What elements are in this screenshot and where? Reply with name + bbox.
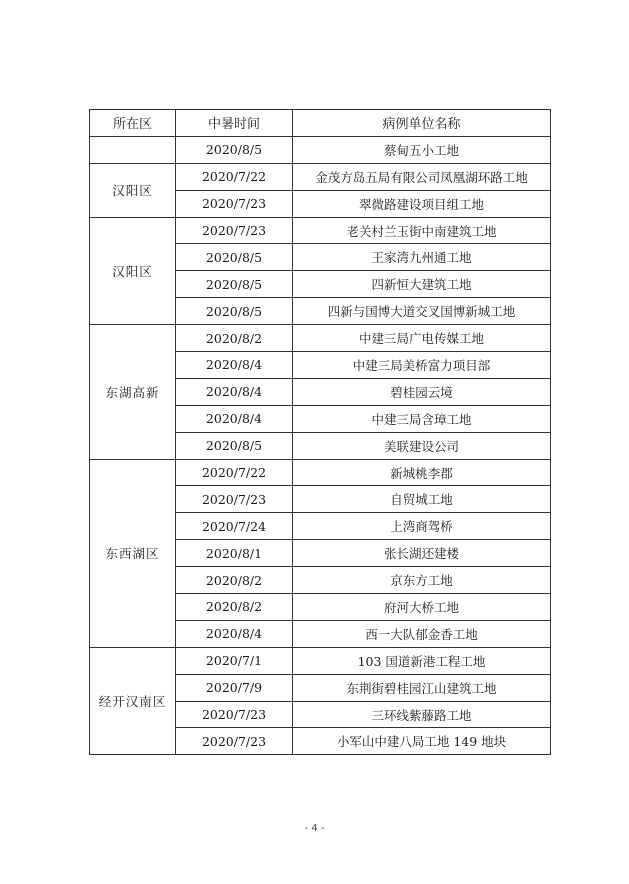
unit-cell: 蔡甸五小工地 — [293, 136, 551, 163]
unit-cell: 新城桃李郡 — [293, 459, 551, 486]
date-cell: 2020/7/22 — [176, 459, 293, 486]
date-cell: 2020/8/2 — [176, 594, 293, 621]
date-cell: 2020/7/23 — [176, 217, 293, 244]
table-row — [90, 459, 551, 486]
header-district: 所在区 — [90, 110, 176, 137]
date-cell: 2020/8/5 — [176, 298, 293, 325]
date-cell: 2020/8/4 — [176, 405, 293, 432]
unit-cell: 西一大队郁金香工地 — [293, 620, 551, 647]
unit-cell: 张长湖还建楼 — [293, 540, 551, 567]
district-cell — [90, 136, 176, 163]
unit-cell: 自贸城工地 — [293, 486, 551, 513]
table-row — [90, 325, 551, 352]
date-cell: 2020/7/23 — [176, 190, 293, 217]
date-cell: 2020/8/5 — [176, 271, 293, 298]
date-cell: 2020/8/5 — [176, 244, 293, 271]
date-cell: 2020/7/24 — [176, 513, 293, 540]
unit-cell: 翠微路建设项目组工地 — [293, 190, 551, 217]
table-row — [90, 647, 551, 674]
table-row — [90, 136, 551, 163]
unit-cell: 中建三局含璋工地 — [293, 405, 551, 432]
unit-cell: 上湾商驾桥 — [293, 513, 551, 540]
heatstroke-cases-table — [89, 109, 551, 755]
date-cell: 2020/8/4 — [176, 352, 293, 379]
table-row — [90, 163, 551, 190]
unit-cell: 老关村兰玉街中南建筑工地 — [293, 217, 551, 244]
unit-cell: 府河大桥工地 — [293, 594, 551, 621]
date-cell: 2020/7/23 — [176, 486, 293, 513]
unit-cell: 中建三局美桥富力项目部 — [293, 352, 551, 379]
unit-cell: 美联建设公司 — [293, 432, 551, 459]
date-cell: 2020/7/9 — [176, 674, 293, 701]
date-cell: 2020/8/5 — [176, 136, 293, 163]
district-cell: 汉阳区 — [90, 163, 176, 217]
unit-cell: 碧桂园云境 — [293, 378, 551, 405]
date-cell: 2020/8/4 — [176, 620, 293, 647]
date-cell: 2020/7/23 — [176, 728, 293, 755]
date-cell: 2020/8/2 — [176, 567, 293, 594]
date-cell: 2020/8/2 — [176, 325, 293, 352]
unit-cell: 京东方工地 — [293, 567, 551, 594]
unit-cell: 四新恒大建筑工地 — [293, 271, 551, 298]
unit-cell: 三环线紫藤路工地 — [293, 701, 551, 728]
page-number: - 4 - — [304, 823, 325, 834]
unit-cell: 小军山中建八局工地 149 地块 — [293, 728, 551, 755]
header-unit-name: 病例单位名称 — [293, 110, 551, 137]
district-cell: 经开汉南区 — [90, 647, 176, 755]
header-date: 中暑时间 — [176, 110, 293, 137]
date-cell: 2020/7/23 — [176, 701, 293, 728]
unit-cell: 金茂方岛五局有限公司凤凰湖环路工地 — [293, 163, 551, 190]
date-cell: 2020/7/1 — [176, 647, 293, 674]
unit-cell: 王家湾九州通工地 — [293, 244, 551, 271]
date-cell: 2020/8/1 — [176, 540, 293, 567]
date-cell: 2020/7/22 — [176, 163, 293, 190]
district-cell: 汉阳区 — [90, 217, 176, 325]
date-cell: 2020/8/4 — [176, 378, 293, 405]
unit-cell: 103 国道新港工程工地 — [293, 647, 551, 674]
unit-cell: 中建三局广电传媒工地 — [293, 325, 551, 352]
unit-cell: 东荆街碧桂园江山建筑工地 — [293, 674, 551, 701]
unit-cell: 四新与国博大道交叉国博新城工地 — [293, 298, 551, 325]
date-cell: 2020/8/5 — [176, 432, 293, 459]
table-row — [90, 217, 551, 244]
district-cell: 东湖高新 — [90, 325, 176, 459]
district-cell: 东西湖区 — [90, 459, 176, 647]
table-header-row — [90, 110, 551, 137]
